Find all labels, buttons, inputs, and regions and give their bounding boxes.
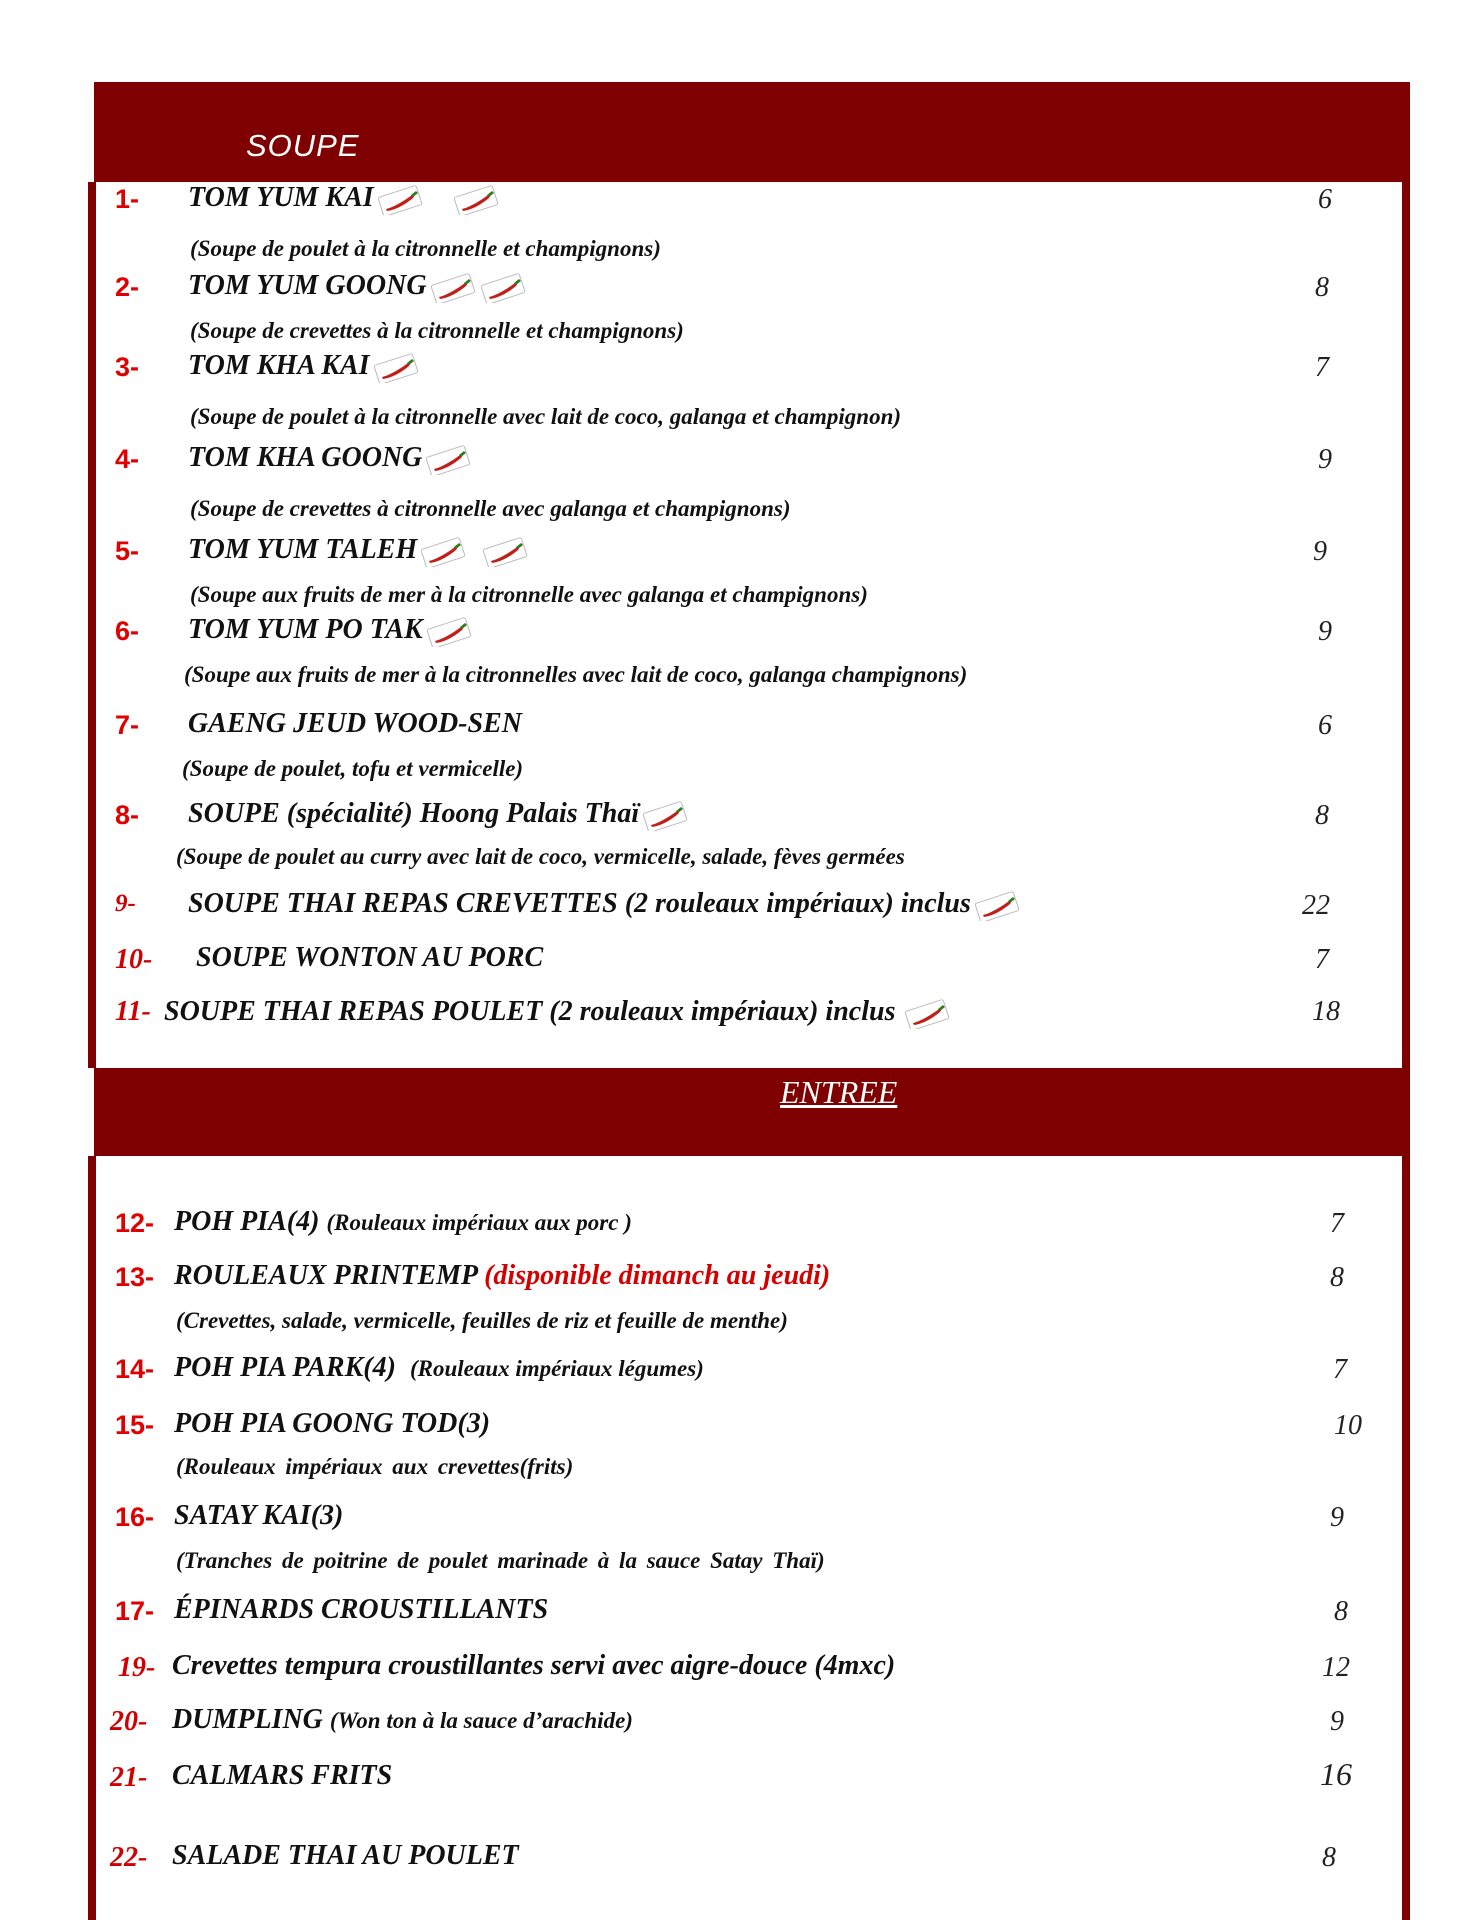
item-description: (Soupe aux fruits de mer à la citronnelle avec galanga et champignons) [190,582,868,607]
item-name: SOUPE (spécialité) Hoong Palais Thaï [188,798,689,831]
item-number: 1- [115,184,140,214]
item-name: TOM KHA KAI [188,350,420,383]
item-number: 3- [115,352,140,382]
item-name: SOUPE WONTON AU PORC [196,942,544,973]
item-price: 22 [1302,890,1330,921]
item-name: TOM YUM KAI [188,182,500,215]
item-price: 7 [1315,944,1329,975]
item-name: TOM YUM PO TAK [188,614,473,647]
item-description: (Soupe de poulet au curry avec lait de coco, vermicelle, salade, fèves germées [176,844,905,869]
item-number: 17- [115,1596,155,1626]
item-name: CALMARS FRITS [172,1760,393,1791]
item-number: 13- [115,1262,155,1292]
item-name: SOUPE THAI REPAS CREVETTES (2 rouleaux impériaux) inclus [188,888,1021,921]
item-number: 19- [118,1652,156,1683]
item-note: (Won ton à la sauce d’arachide) [329,1708,633,1733]
item-name: SATAY KAI(3) [174,1500,344,1531]
item-price: 8 [1334,1596,1348,1627]
item-note: (Rouleaux impériaux aux porc ) [326,1210,632,1235]
chili-icon [431,273,477,303]
item-number: 9- [115,890,136,917]
chili-icon [975,891,1021,921]
item-number: 12- [115,1208,155,1238]
chili-icon [481,273,527,303]
item-number: 7- [115,710,140,740]
item-note: (Rouleaux impériaux légumes) [409,1356,704,1381]
item-description: (Soupe de poulet, tofu et vermicelle) [182,756,524,781]
item-name: ROULEAUX PRINTEMP (disponible dimanch au jeudi) [174,1260,831,1291]
item-number: 22- [110,1842,148,1873]
item-number: 10- [115,944,153,975]
item-description: (Soupe de poulet à la citronnelle avec lait de coco, galanga et champignon) [190,404,902,429]
soupe-section-title: SOUPE [246,128,360,163]
item-price: 8 [1315,800,1329,831]
item-price: 8 [1315,272,1329,303]
item-price: 6 [1318,710,1332,741]
item-number: 16- [115,1502,155,1532]
item-description: (Soupe de crevettes à la citronnelle et champignons) [190,318,684,343]
item-name: SALADE THAI AU POULET [172,1840,519,1871]
chili-icon [378,185,424,215]
chili-icon [426,445,472,475]
item-description: (Tranches de poitrine de poulet marinade à la sauce Satay Thaï) [176,1548,825,1573]
item-description: (Rouleaux impériaux aux crevettes(frits) [176,1454,574,1479]
item-name: POH PIA(4) (Rouleaux impériaux aux porc ) [174,1206,632,1237]
item-number: 2- [115,272,140,302]
chili-icon [643,801,689,831]
item-price: 16 [1320,1756,1352,1792]
item-number: 5- [115,536,140,566]
item-price: 6 [1318,184,1332,215]
item-name: DUMPLING (Won ton à la sauce d’arachide) [172,1704,633,1735]
item-price: 9 [1313,536,1327,567]
item-number: 21- [110,1762,148,1793]
item-number: 6- [115,616,140,646]
chili-icon [454,185,500,215]
item-name: TOM KHA GOONG [188,442,472,475]
item-name: POH PIA PARK(4) (Rouleaux impériaux légumes) [174,1352,704,1383]
item-price: 9 [1318,444,1332,475]
item-name: GAENG JEUD WOOD-SEN [188,708,522,739]
chili-icon [421,537,467,567]
chili-icon [427,617,473,647]
chili-icon [374,353,420,383]
entree-right-border [1402,1156,1410,1920]
item-number: 8- [115,800,140,830]
item-price: 7 [1315,352,1329,383]
item-description: (Soupe de poulet à la citronnelle et champignons) [190,236,661,261]
item-description: (Crevettes, salade, vermicelle, feuilles de riz et feuille de menthe) [176,1308,788,1333]
entree-section-title: ENTREE [780,1074,898,1110]
soupe-right-border [1402,182,1410,1068]
entree-left-border [88,1156,96,1920]
item-price: 7 [1330,1208,1344,1239]
item-price: 9 [1330,1706,1344,1737]
item-description: (Soupe aux fruits de mer à la citronnelles avec lait de coco, galanga champignons) [184,662,968,687]
item-number: 20- [110,1706,148,1737]
chili-icon [483,537,529,567]
soupe-left-border [88,182,96,1068]
item-number: 15- [115,1410,155,1440]
item-availability-note: (disponible dimanch au jeudi) [484,1260,831,1291]
item-name: ÉPINARDS CROUSTILLANTS [174,1594,549,1625]
item-number: 11- [115,996,151,1027]
item-price: 12 [1322,1652,1350,1683]
item-price: 10 [1334,1410,1362,1441]
item-price: 9 [1330,1502,1344,1533]
chili-icon [905,999,951,1029]
item-price: 8 [1330,1262,1344,1293]
item-name: TOM YUM GOONG [188,270,527,303]
item-name: POH PIA GOONG TOD(3) [174,1408,491,1439]
entree-section-banner [94,1068,1410,1156]
item-name: Crevettes tempura croustillantes servi avec aigre-douce (4mxc) [172,1650,896,1681]
item-price: 7 [1333,1354,1347,1385]
item-price: 9 [1318,616,1332,647]
item-number: 4- [115,444,140,474]
item-price: 18 [1312,996,1340,1027]
item-name: TOM YUM TALEH [188,534,529,567]
item-name: SOUPE THAI REPAS POULET (2 rouleaux impériaux) inclus [164,996,951,1029]
item-description: (Soupe de crevettes à citronnelle avec galanga et champignons) [190,496,791,521]
item-number: 14- [115,1354,155,1384]
item-price: 8 [1322,1842,1336,1873]
